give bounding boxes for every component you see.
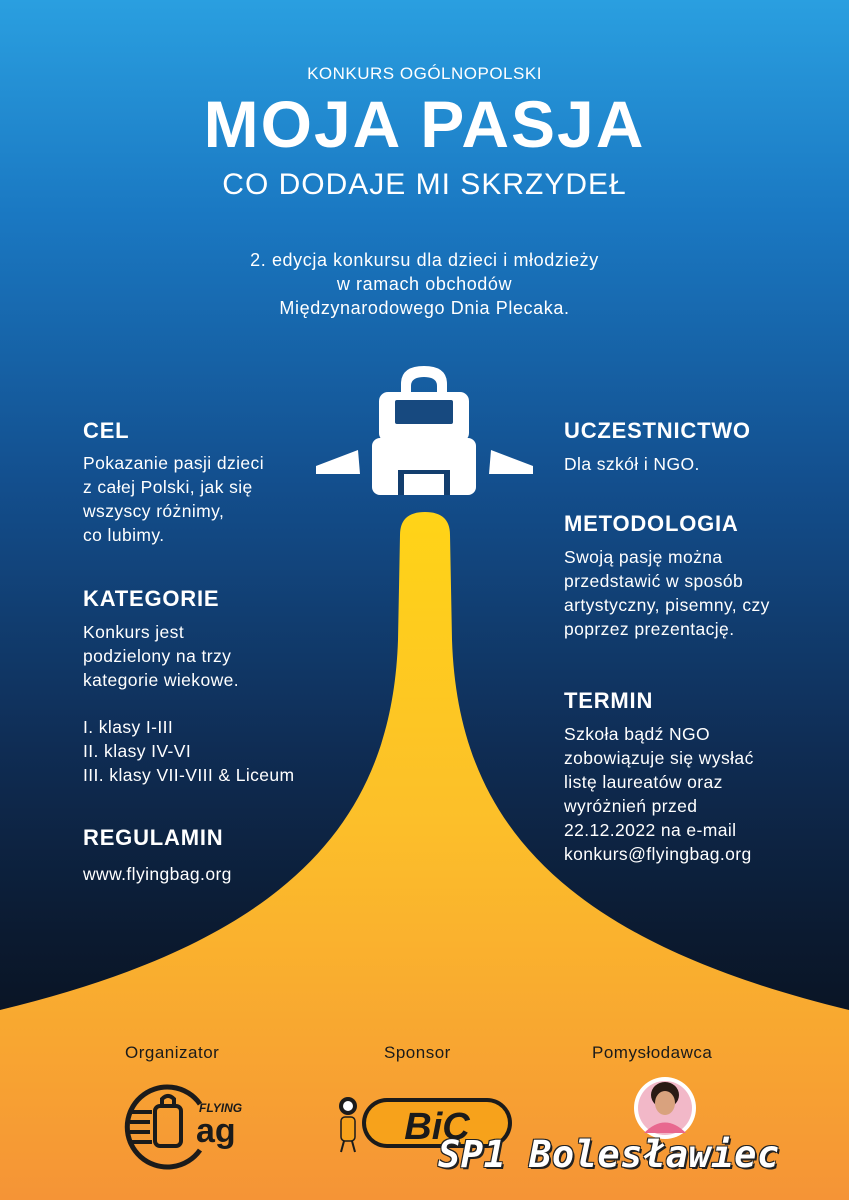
kategorie-heading: KATEGORIE <box>83 586 220 611</box>
sponsor-label: Sponsor <box>384 1043 451 1062</box>
regulamin-heading: REGULAMIN <box>83 825 224 850</box>
bag-logo-word: ag <box>196 1112 236 1150</box>
text-line: podzielony na trzy <box>83 646 232 666</box>
text-line: Dla szkół i NGO. <box>564 454 700 474</box>
text-line: z całej Polski, jak się <box>83 477 253 497</box>
intro-line: w ramach obchodów <box>336 274 513 294</box>
text-line: Szkoła bądź NGO <box>564 724 711 744</box>
intro-line: Międzynarodowego Dnia Plecaka. <box>279 298 570 318</box>
cel-text <box>83 451 264 547</box>
list-item: II. klasy IV-VI <box>83 741 192 761</box>
uczestnictwo-heading: UCZESTNICTWO <box>564 418 751 443</box>
list-item: I. klasy I-III <box>83 717 174 737</box>
text-line: poprzez prezentację. <box>564 619 735 639</box>
termin-text <box>564 722 754 866</box>
text-line: listę laureatów oraz <box>564 772 723 792</box>
termin-heading: TERMIN <box>564 688 654 713</box>
intro-line: 2. edycja konkursu dla dzieci i młodzieży <box>250 250 599 270</box>
text-line: przedstawić w sposób <box>564 571 744 591</box>
page-subtitle: CO DODAJE MI SKRZYDEŁ <box>222 168 627 201</box>
backpack-rocket-icon <box>316 366 533 495</box>
text-line: wyróżnień przed <box>564 796 698 816</box>
uczestnictwo-text <box>564 452 700 476</box>
page-title: MOJA PASJA <box>203 87 646 161</box>
regulamin-link[interactable]: www.flyingbag.org <box>83 864 232 884</box>
avatar <box>634 1077 696 1139</box>
contest-kicker: KONKURS OGÓLNOPOLSKI <box>307 64 542 83</box>
cel-heading: CEL <box>83 418 130 443</box>
text-line: artystyczny, pisemny, czy <box>564 595 770 615</box>
kategorie-text <box>83 620 239 692</box>
idea-label: Pomysłodawca <box>592 1043 713 1062</box>
metodologia-heading: METODOLOGIA <box>564 511 739 536</box>
text-line: zobowiązuje się wysłać <box>564 748 754 768</box>
school-stamp: SP1 Bolesławiec <box>438 1133 780 1176</box>
email-text[interactable]: konkurs@flyingbag.org <box>564 844 752 864</box>
text-line: Pokazanie pasji dzieci <box>83 453 264 473</box>
bic-logo-word: BiC <box>404 1106 470 1148</box>
list-item: III. klasy VII-VIII & Liceum <box>83 765 295 785</box>
text-line: 22.12.2022 na e-mail <box>564 820 737 840</box>
text-line: Swoją pasję można <box>564 547 723 567</box>
flying-logo-word: FLYING <box>199 1101 243 1115</box>
intro-text <box>0 248 849 320</box>
text-line: co lubimy. <box>83 525 165 545</box>
text-line: kategorie wiekowe. <box>83 670 240 690</box>
kategorie-list <box>83 715 295 787</box>
metodologia-text <box>564 545 770 641</box>
text-line: Konkurs jest <box>83 622 185 642</box>
text-line: wszyscy różnimy, <box>83 501 225 521</box>
organizer-label: Organizator <box>125 1043 220 1062</box>
